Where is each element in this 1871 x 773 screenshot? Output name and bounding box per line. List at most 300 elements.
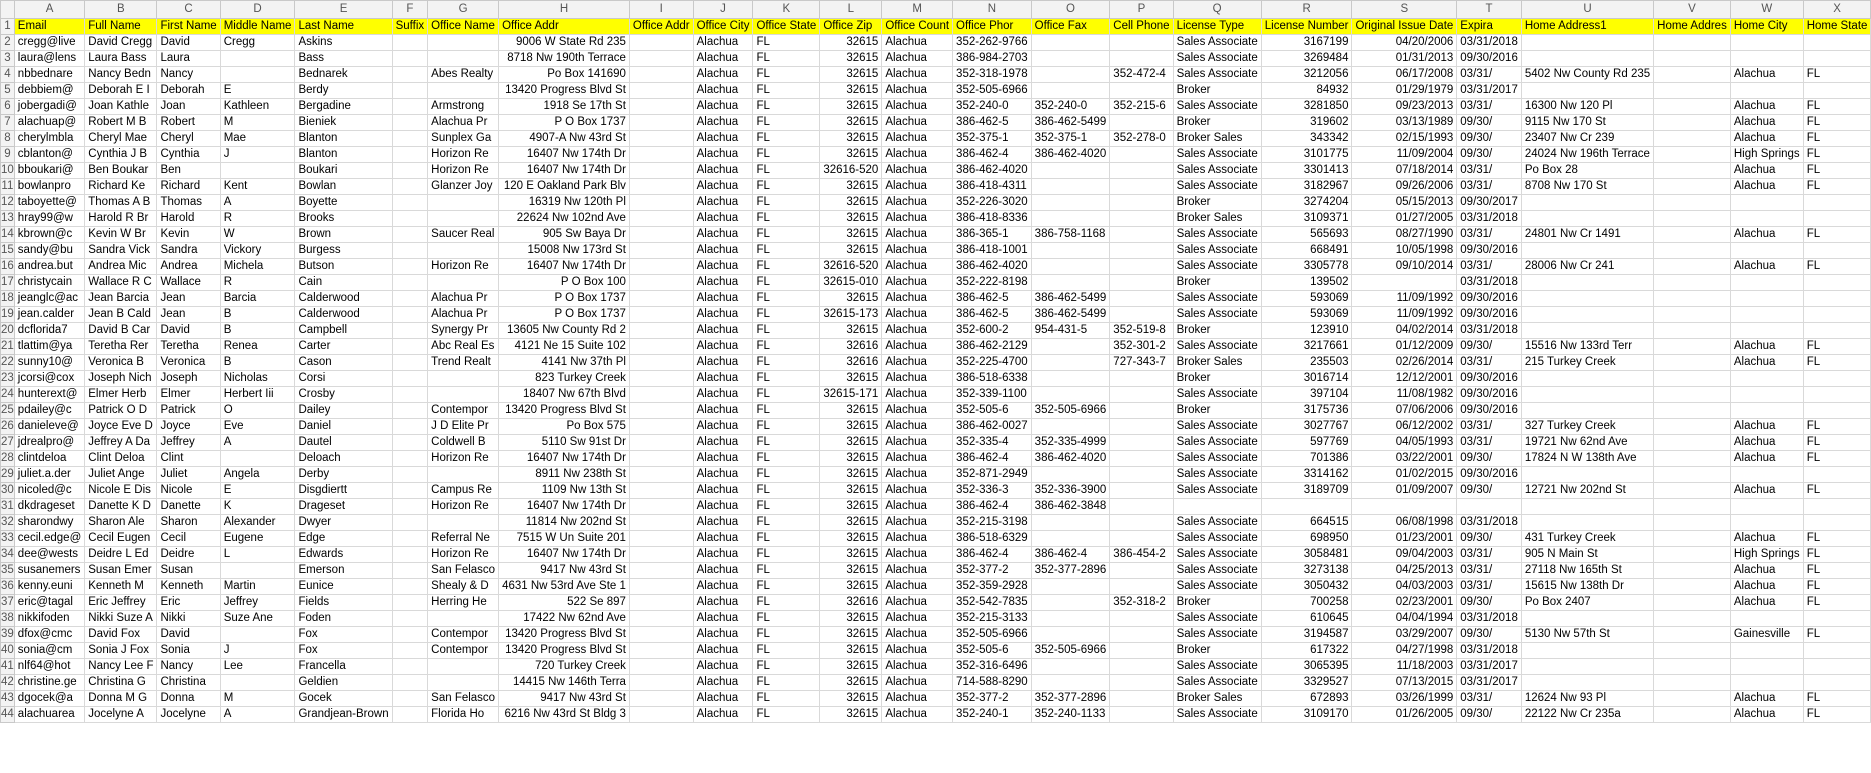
cell[interactable]: 32615 bbox=[820, 227, 882, 243]
cell[interactable]: Po Box 28 bbox=[1521, 163, 1653, 179]
cell[interactable]: Drageset bbox=[295, 499, 392, 515]
cell[interactable] bbox=[1803, 35, 1871, 51]
cell[interactable]: Sandra Vick bbox=[85, 243, 157, 259]
row-number[interactable]: 16 bbox=[1, 259, 15, 275]
cell[interactable] bbox=[1521, 467, 1653, 483]
cell[interactable]: 352-335-4 bbox=[953, 435, 1032, 451]
cell[interactable]: 09/30/2016 bbox=[1457, 291, 1522, 307]
cell[interactable]: 3016714 bbox=[1261, 371, 1352, 387]
cell[interactable]: nikkifoden bbox=[14, 611, 84, 627]
cell[interactable]: Sales Associate bbox=[1173, 35, 1261, 51]
cell[interactable]: 32615 bbox=[820, 83, 882, 99]
row-number[interactable]: 38 bbox=[1, 611, 15, 627]
cell[interactable]: Sales Associate bbox=[1173, 163, 1261, 179]
cell[interactable]: Sales Associate bbox=[1173, 467, 1261, 483]
cell[interactable]: Corsi bbox=[295, 371, 392, 387]
cell[interactable]: Alachua bbox=[693, 179, 753, 195]
cell[interactable]: Joseph bbox=[157, 371, 220, 387]
cell[interactable]: Alachua bbox=[882, 691, 953, 707]
cell[interactable]: 01/09/2007 bbox=[1352, 483, 1457, 499]
cell[interactable]: FL bbox=[753, 35, 820, 51]
cell[interactable]: FL bbox=[753, 611, 820, 627]
cell[interactable]: Sharon Ale bbox=[85, 515, 157, 531]
cell[interactable]: Kenneth bbox=[157, 579, 220, 595]
cell[interactable] bbox=[1110, 403, 1173, 419]
cell[interactable] bbox=[1521, 35, 1653, 51]
cell[interactable] bbox=[1803, 211, 1871, 227]
cell[interactable]: 3217661 bbox=[1261, 339, 1352, 355]
cell[interactable]: FL bbox=[753, 339, 820, 355]
cell[interactable]: 03/31/ bbox=[1457, 67, 1522, 83]
cell[interactable]: Alachua bbox=[693, 243, 753, 259]
row-number[interactable]: 42 bbox=[1, 675, 15, 691]
cell[interactable] bbox=[1803, 467, 1871, 483]
cell[interactable]: clintdeloa bbox=[14, 451, 84, 467]
cell[interactable] bbox=[1110, 499, 1173, 515]
row-number[interactable]: 27 bbox=[1, 435, 15, 451]
cell[interactable]: Broker Sales bbox=[1173, 691, 1261, 707]
cell[interactable]: Francella bbox=[295, 659, 392, 675]
cell[interactable]: FL bbox=[753, 211, 820, 227]
cell[interactable]: Sales Associate bbox=[1173, 451, 1261, 467]
cell[interactable] bbox=[629, 691, 693, 707]
cell[interactable]: 9115 Nw 170 St bbox=[1521, 115, 1653, 131]
cell[interactable]: Broker bbox=[1173, 83, 1261, 99]
cell[interactable] bbox=[629, 643, 693, 659]
row-number[interactable]: 13 bbox=[1, 211, 15, 227]
cell[interactable]: 09/30/ bbox=[1457, 595, 1522, 611]
cell[interactable]: Joan bbox=[157, 99, 220, 115]
cell[interactable] bbox=[629, 355, 693, 371]
cell[interactable] bbox=[392, 99, 428, 115]
cell[interactable]: 09/30/ bbox=[1457, 627, 1522, 643]
cell[interactable]: Alachua bbox=[1730, 707, 1803, 723]
cell[interactable]: Laura Bass bbox=[85, 51, 157, 67]
cell[interactable] bbox=[1803, 643, 1871, 659]
cell[interactable]: 593069 bbox=[1261, 307, 1352, 323]
cell[interactable] bbox=[1521, 611, 1653, 627]
column-header-r[interactable]: R bbox=[1261, 1, 1352, 19]
cell[interactable]: Alachua bbox=[882, 131, 953, 147]
cell[interactable]: P O Box 100 bbox=[499, 275, 630, 291]
cell[interactable] bbox=[1803, 243, 1871, 259]
cell[interactable]: Contempor bbox=[428, 643, 499, 659]
cell[interactable] bbox=[1031, 83, 1110, 99]
cell[interactable]: 08/27/1990 bbox=[1352, 227, 1457, 243]
column-header-c[interactable]: C bbox=[157, 1, 220, 19]
cell[interactable]: 32615 bbox=[820, 291, 882, 307]
cell[interactable] bbox=[1110, 307, 1173, 323]
cell[interactable] bbox=[1110, 435, 1173, 451]
cell[interactable] bbox=[1654, 115, 1731, 131]
cell[interactable]: Alachua bbox=[882, 643, 953, 659]
cell[interactable]: 700258 bbox=[1261, 595, 1352, 611]
cell[interactable]: Andrea Mic bbox=[85, 259, 157, 275]
cell[interactable]: Cain bbox=[295, 275, 392, 291]
cell[interactable]: 352-339-1100 bbox=[953, 387, 1032, 403]
cell[interactable]: FL bbox=[753, 51, 820, 67]
cell[interactable] bbox=[1110, 227, 1173, 243]
cell[interactable]: 28006 Nw Cr 241 bbox=[1521, 259, 1653, 275]
cell[interactable]: FL bbox=[1803, 179, 1871, 195]
cell[interactable]: Sales Associate bbox=[1173, 515, 1261, 531]
cell[interactable]: Alachua bbox=[1730, 67, 1803, 83]
cell[interactable]: nlf64@hot bbox=[14, 659, 84, 675]
cell[interactable] bbox=[1110, 371, 1173, 387]
cell[interactable]: 3182967 bbox=[1261, 179, 1352, 195]
cell[interactable]: Horizon Re bbox=[428, 499, 499, 515]
cell[interactable]: 16407 Nw 174th Dr bbox=[499, 451, 630, 467]
cell[interactable] bbox=[428, 387, 499, 403]
cell[interactable] bbox=[1521, 371, 1653, 387]
cell[interactable]: Alachua bbox=[882, 83, 953, 99]
cell[interactable] bbox=[392, 515, 428, 531]
cell[interactable]: 327 Turkey Creek bbox=[1521, 419, 1653, 435]
cell[interactable]: Edwards bbox=[295, 547, 392, 563]
cell[interactable]: Alachua bbox=[882, 515, 953, 531]
cell[interactable] bbox=[428, 35, 499, 51]
cell[interactable]: FL bbox=[753, 291, 820, 307]
cell[interactable]: 3065395 bbox=[1261, 659, 1352, 675]
cell[interactable]: 4631 Nw 53rd Ave Ste 1 bbox=[499, 579, 630, 595]
cell[interactable]: A bbox=[220, 435, 295, 451]
cell[interactable]: Edge bbox=[295, 531, 392, 547]
cell[interactable]: Broker bbox=[1173, 403, 1261, 419]
cell[interactable]: Alachua bbox=[882, 675, 953, 691]
cell[interactable]: 9006 W State Rd 235 bbox=[499, 35, 630, 51]
cell[interactable]: Nikki Suze A bbox=[85, 611, 157, 627]
cell[interactable]: 32616 bbox=[820, 355, 882, 371]
cell[interactable] bbox=[392, 483, 428, 499]
cell[interactable]: Joan Kathle bbox=[85, 99, 157, 115]
cell[interactable]: Alachua bbox=[882, 579, 953, 595]
cell[interactable]: Angela bbox=[220, 467, 295, 483]
cell[interactable] bbox=[629, 179, 693, 195]
cell[interactable]: Sales Associate bbox=[1173, 307, 1261, 323]
cell[interactable]: 386-462-4 bbox=[1031, 547, 1110, 563]
cell[interactable] bbox=[392, 531, 428, 547]
cell[interactable]: 32615 bbox=[820, 483, 882, 499]
row-number[interactable]: 9 bbox=[1, 147, 15, 163]
cell[interactable]: 386-462-4 bbox=[953, 147, 1032, 163]
cell[interactable] bbox=[392, 67, 428, 83]
cell[interactable]: 01/02/2015 bbox=[1352, 467, 1457, 483]
cell[interactable] bbox=[629, 563, 693, 579]
cell[interactable] bbox=[1031, 163, 1110, 179]
cell[interactable]: Alachua bbox=[882, 339, 953, 355]
cell[interactable]: 16407 Nw 174th Dr bbox=[499, 547, 630, 563]
cell[interactable]: 03/31/2018 bbox=[1457, 515, 1522, 531]
cell[interactable]: 352-222-8198 bbox=[953, 275, 1032, 291]
cell[interactable]: FL bbox=[753, 131, 820, 147]
row-number[interactable]: 11 bbox=[1, 179, 15, 195]
cell[interactable] bbox=[1730, 307, 1803, 323]
cell[interactable]: P O Box 1737 bbox=[499, 115, 630, 131]
cell[interactable]: Alachua bbox=[1730, 259, 1803, 275]
cell[interactable]: 13420 Progress Blvd St bbox=[499, 627, 630, 643]
column-title-cell[interactable]: Office Addr bbox=[499, 19, 630, 35]
cell[interactable]: Alachua bbox=[1730, 435, 1803, 451]
cell[interactable]: sonia@cm bbox=[14, 643, 84, 659]
cell[interactable]: 04/20/2006 bbox=[1352, 35, 1457, 51]
cell[interactable]: Alachua bbox=[882, 51, 953, 67]
cell[interactable]: 386-365-1 bbox=[953, 227, 1032, 243]
cell[interactable]: FL bbox=[753, 323, 820, 339]
cell[interactable]: 386-462-5 bbox=[953, 291, 1032, 307]
cell[interactable]: FL bbox=[1803, 547, 1871, 563]
cell[interactable]: Sales Associate bbox=[1173, 147, 1261, 163]
cell[interactable] bbox=[1110, 659, 1173, 675]
cell[interactable] bbox=[629, 115, 693, 131]
cell[interactable] bbox=[1110, 195, 1173, 211]
cell[interactable]: cregg@live bbox=[14, 35, 84, 51]
cell[interactable]: Alachua bbox=[882, 531, 953, 547]
cell[interactable]: 386-462-4020 bbox=[953, 259, 1032, 275]
cell[interactable]: 3305778 bbox=[1261, 259, 1352, 275]
cell[interactable]: dkdrageset bbox=[14, 499, 84, 515]
row-number[interactable]: 7 bbox=[1, 115, 15, 131]
cell[interactable]: 03/31/ bbox=[1457, 99, 1522, 115]
cell[interactable]: FL bbox=[753, 515, 820, 531]
cell[interactable]: 19721 Nw 62nd Ave bbox=[1521, 435, 1653, 451]
column-header-m[interactable]: M bbox=[882, 1, 953, 19]
cell[interactable] bbox=[1521, 51, 1653, 67]
cell[interactable]: 352-318-2 bbox=[1110, 595, 1173, 611]
cell[interactable] bbox=[1031, 467, 1110, 483]
cell[interactable]: FL bbox=[753, 595, 820, 611]
cell[interactable]: 352-375-1 bbox=[1031, 131, 1110, 147]
cell[interactable]: 32615 bbox=[820, 467, 882, 483]
cell[interactable]: Broker Sales bbox=[1173, 131, 1261, 147]
cell[interactable]: 139502 bbox=[1261, 275, 1352, 291]
cell[interactable] bbox=[1521, 243, 1653, 259]
cell[interactable] bbox=[629, 51, 693, 67]
cell[interactable]: David B Car bbox=[85, 323, 157, 339]
cell[interactable] bbox=[1654, 643, 1731, 659]
cell[interactable] bbox=[1654, 179, 1731, 195]
cell[interactable]: 32615 bbox=[820, 547, 882, 563]
cell[interactable]: Fields bbox=[295, 595, 392, 611]
cell[interactable]: 18407 Nw 67th Blvd bbox=[499, 387, 630, 403]
row-number[interactable]: 35 bbox=[1, 563, 15, 579]
column-title-cell[interactable]: Cell Phone bbox=[1110, 19, 1173, 35]
cell[interactable]: Gainesville bbox=[1730, 627, 1803, 643]
cell[interactable]: 352-240-0 bbox=[1031, 99, 1110, 115]
cell[interactable]: 352-215-3198 bbox=[953, 515, 1032, 531]
cell[interactable] bbox=[629, 35, 693, 51]
row-number[interactable]: 44 bbox=[1, 707, 15, 723]
cell[interactable]: Alachua bbox=[882, 163, 953, 179]
cell[interactable]: Alachua bbox=[1730, 419, 1803, 435]
cell[interactable]: Alachua bbox=[693, 195, 753, 211]
cell[interactable]: Sandra bbox=[157, 243, 220, 259]
cell[interactable] bbox=[1521, 291, 1653, 307]
cell[interactable] bbox=[1110, 483, 1173, 499]
cell[interactable] bbox=[428, 195, 499, 211]
cell[interactable]: Thomas bbox=[157, 195, 220, 211]
cell[interactable]: 352-505-6 bbox=[953, 643, 1032, 659]
cell[interactable]: 15516 Nw 133rd Terr bbox=[1521, 339, 1653, 355]
cell[interactable]: FL bbox=[753, 99, 820, 115]
cell[interactable] bbox=[1031, 627, 1110, 643]
cell[interactable]: 352-336-3 bbox=[953, 483, 1032, 499]
cell[interactable]: Mae bbox=[220, 131, 295, 147]
cell[interactable] bbox=[1110, 451, 1173, 467]
cell[interactable]: Alachua bbox=[882, 243, 953, 259]
cell[interactable]: Alachua bbox=[1730, 115, 1803, 131]
cell[interactable]: FL bbox=[1803, 483, 1871, 499]
cell[interactable]: 352-505-6 bbox=[953, 403, 1032, 419]
cell[interactable]: Foden bbox=[295, 611, 392, 627]
column-title-cell[interactable]: Office State bbox=[753, 19, 820, 35]
cell[interactable]: 8911 Nw 238th St bbox=[499, 467, 630, 483]
cell[interactable] bbox=[629, 451, 693, 467]
cell[interactable] bbox=[1110, 51, 1173, 67]
cell[interactable] bbox=[1654, 291, 1731, 307]
cell[interactable] bbox=[1110, 611, 1173, 627]
cell[interactable]: Alachua bbox=[882, 35, 953, 51]
cell[interactable]: Alachua bbox=[882, 323, 953, 339]
cell[interactable]: Harold bbox=[157, 211, 220, 227]
column-header-n[interactable]: N bbox=[953, 1, 1032, 19]
cell[interactable]: Broker bbox=[1173, 643, 1261, 659]
cell[interactable]: Alachua bbox=[693, 131, 753, 147]
cell[interactable]: Sonia bbox=[157, 643, 220, 659]
cell[interactable]: 4121 Ne 15 Suite 102 bbox=[499, 339, 630, 355]
cell[interactable] bbox=[1110, 643, 1173, 659]
cell[interactable] bbox=[428, 51, 499, 67]
cell[interactable]: 386-418-8336 bbox=[953, 211, 1032, 227]
cell[interactable]: Nicholas bbox=[220, 371, 295, 387]
cell[interactable]: 03/31/2018 bbox=[1457, 643, 1522, 659]
column-title-cell[interactable]: Expira bbox=[1457, 19, 1522, 35]
cell[interactable]: 09/30/ bbox=[1457, 131, 1522, 147]
cell[interactable] bbox=[629, 371, 693, 387]
cell[interactable] bbox=[1110, 563, 1173, 579]
cell[interactable] bbox=[1521, 275, 1653, 291]
cell[interactable]: 352-377-2896 bbox=[1031, 563, 1110, 579]
cell[interactable] bbox=[220, 451, 295, 467]
cell[interactable] bbox=[1654, 307, 1731, 323]
cell[interactable]: 03/31/2017 bbox=[1457, 659, 1522, 675]
cell[interactable]: 03/13/1989 bbox=[1352, 115, 1457, 131]
cell[interactable] bbox=[220, 67, 295, 83]
cell[interactable] bbox=[392, 83, 428, 99]
cell[interactable]: B bbox=[220, 355, 295, 371]
cell[interactable] bbox=[1654, 355, 1731, 371]
column-header-b[interactable]: B bbox=[85, 1, 157, 19]
cell[interactable] bbox=[629, 211, 693, 227]
cell[interactable]: 9417 Nw 43rd St bbox=[499, 563, 630, 579]
cell[interactable] bbox=[629, 275, 693, 291]
cell[interactable]: 352-226-3020 bbox=[953, 195, 1032, 211]
cell[interactable]: 15615 Nw 138th Dr bbox=[1521, 579, 1653, 595]
cell[interactable]: Campus Re bbox=[428, 483, 499, 499]
cell[interactable]: FL bbox=[1803, 595, 1871, 611]
column-title-cell[interactable]: Full Name bbox=[85, 19, 157, 35]
cell[interactable]: 13605 Nw County Rd 2 bbox=[499, 323, 630, 339]
cell[interactable]: Alachua bbox=[693, 627, 753, 643]
cell[interactable]: Alachua bbox=[693, 83, 753, 99]
cell[interactable]: Alachua bbox=[693, 355, 753, 371]
row-number[interactable]: 10 bbox=[1, 163, 15, 179]
cell[interactable] bbox=[1110, 419, 1173, 435]
cell[interactable]: FL bbox=[1803, 99, 1871, 115]
cell[interactable] bbox=[392, 387, 428, 403]
cell[interactable]: Jocelyne bbox=[157, 707, 220, 723]
cell[interactable]: Alachua Pr bbox=[428, 115, 499, 131]
cell[interactable]: Referral Ne bbox=[428, 531, 499, 547]
cell[interactable] bbox=[1110, 179, 1173, 195]
row-number[interactable]: 32 bbox=[1, 515, 15, 531]
cell[interactable]: 386-518-6338 bbox=[953, 371, 1032, 387]
column-header-e[interactable]: E bbox=[295, 1, 392, 19]
cell[interactable]: 386-462-4 bbox=[953, 547, 1032, 563]
cell[interactable]: 905 Sw Baya Dr bbox=[499, 227, 630, 243]
cell[interactable]: Kent bbox=[220, 179, 295, 195]
cell[interactable]: 664515 bbox=[1261, 515, 1352, 531]
cell[interactable]: FL bbox=[1803, 419, 1871, 435]
cell[interactable]: Patrick bbox=[157, 403, 220, 419]
cell[interactable]: sandy@bu bbox=[14, 243, 84, 259]
cell[interactable]: bowlanpro bbox=[14, 179, 84, 195]
cell[interactable]: Alachua bbox=[882, 275, 953, 291]
cell[interactable]: 10/05/1998 bbox=[1352, 243, 1457, 259]
cell[interactable]: Robert M B bbox=[85, 115, 157, 131]
cell[interactable]: A bbox=[220, 707, 295, 723]
cell[interactable]: Renea bbox=[220, 339, 295, 355]
cell[interactable] bbox=[1110, 115, 1173, 131]
column-header-h[interactable]: H bbox=[499, 1, 630, 19]
cell[interactable]: P O Box 1737 bbox=[499, 291, 630, 307]
cell[interactable] bbox=[629, 435, 693, 451]
cell[interactable] bbox=[1110, 387, 1173, 403]
cell[interactable]: 3167199 bbox=[1261, 35, 1352, 51]
cell[interactable] bbox=[220, 163, 295, 179]
cell[interactable] bbox=[392, 563, 428, 579]
cell[interactable] bbox=[1110, 211, 1173, 227]
cell[interactable]: Alachua bbox=[693, 675, 753, 691]
cell[interactable] bbox=[1521, 211, 1653, 227]
cell[interactable]: laura@lens bbox=[14, 51, 84, 67]
cell[interactable]: Alachua bbox=[882, 611, 953, 627]
cell[interactable]: FL bbox=[753, 259, 820, 275]
cell[interactable]: 352-600-2 bbox=[953, 323, 1032, 339]
cell[interactable] bbox=[392, 435, 428, 451]
cell[interactable]: Alachua bbox=[693, 147, 753, 163]
cell[interactable]: 352-505-6966 bbox=[1031, 403, 1110, 419]
cell[interactable]: Alachua bbox=[882, 499, 953, 515]
cell[interactable]: FL bbox=[1803, 579, 1871, 595]
cell[interactable]: Sales Associate bbox=[1173, 627, 1261, 643]
column-title-cell[interactable]: Office Phor bbox=[953, 19, 1032, 35]
cell[interactable]: FL bbox=[753, 691, 820, 707]
cell[interactable] bbox=[392, 611, 428, 627]
row-number[interactable]: 39 bbox=[1, 627, 15, 643]
cell[interactable]: Deborah bbox=[157, 83, 220, 99]
cell[interactable]: 3314162 bbox=[1261, 467, 1352, 483]
cell[interactable]: 352-519-8 bbox=[1110, 323, 1173, 339]
cell[interactable] bbox=[1654, 483, 1731, 499]
cell[interactable]: Alachua bbox=[882, 659, 953, 675]
row-number[interactable]: 8 bbox=[1, 131, 15, 147]
cell[interactable] bbox=[392, 195, 428, 211]
cell[interactable]: Alachua bbox=[1730, 339, 1803, 355]
cell[interactable]: nicoled@c bbox=[14, 483, 84, 499]
cell[interactable]: 352-335-4999 bbox=[1031, 435, 1110, 451]
cell[interactable] bbox=[1261, 499, 1352, 515]
cell[interactable]: Cheryl Mae bbox=[85, 131, 157, 147]
